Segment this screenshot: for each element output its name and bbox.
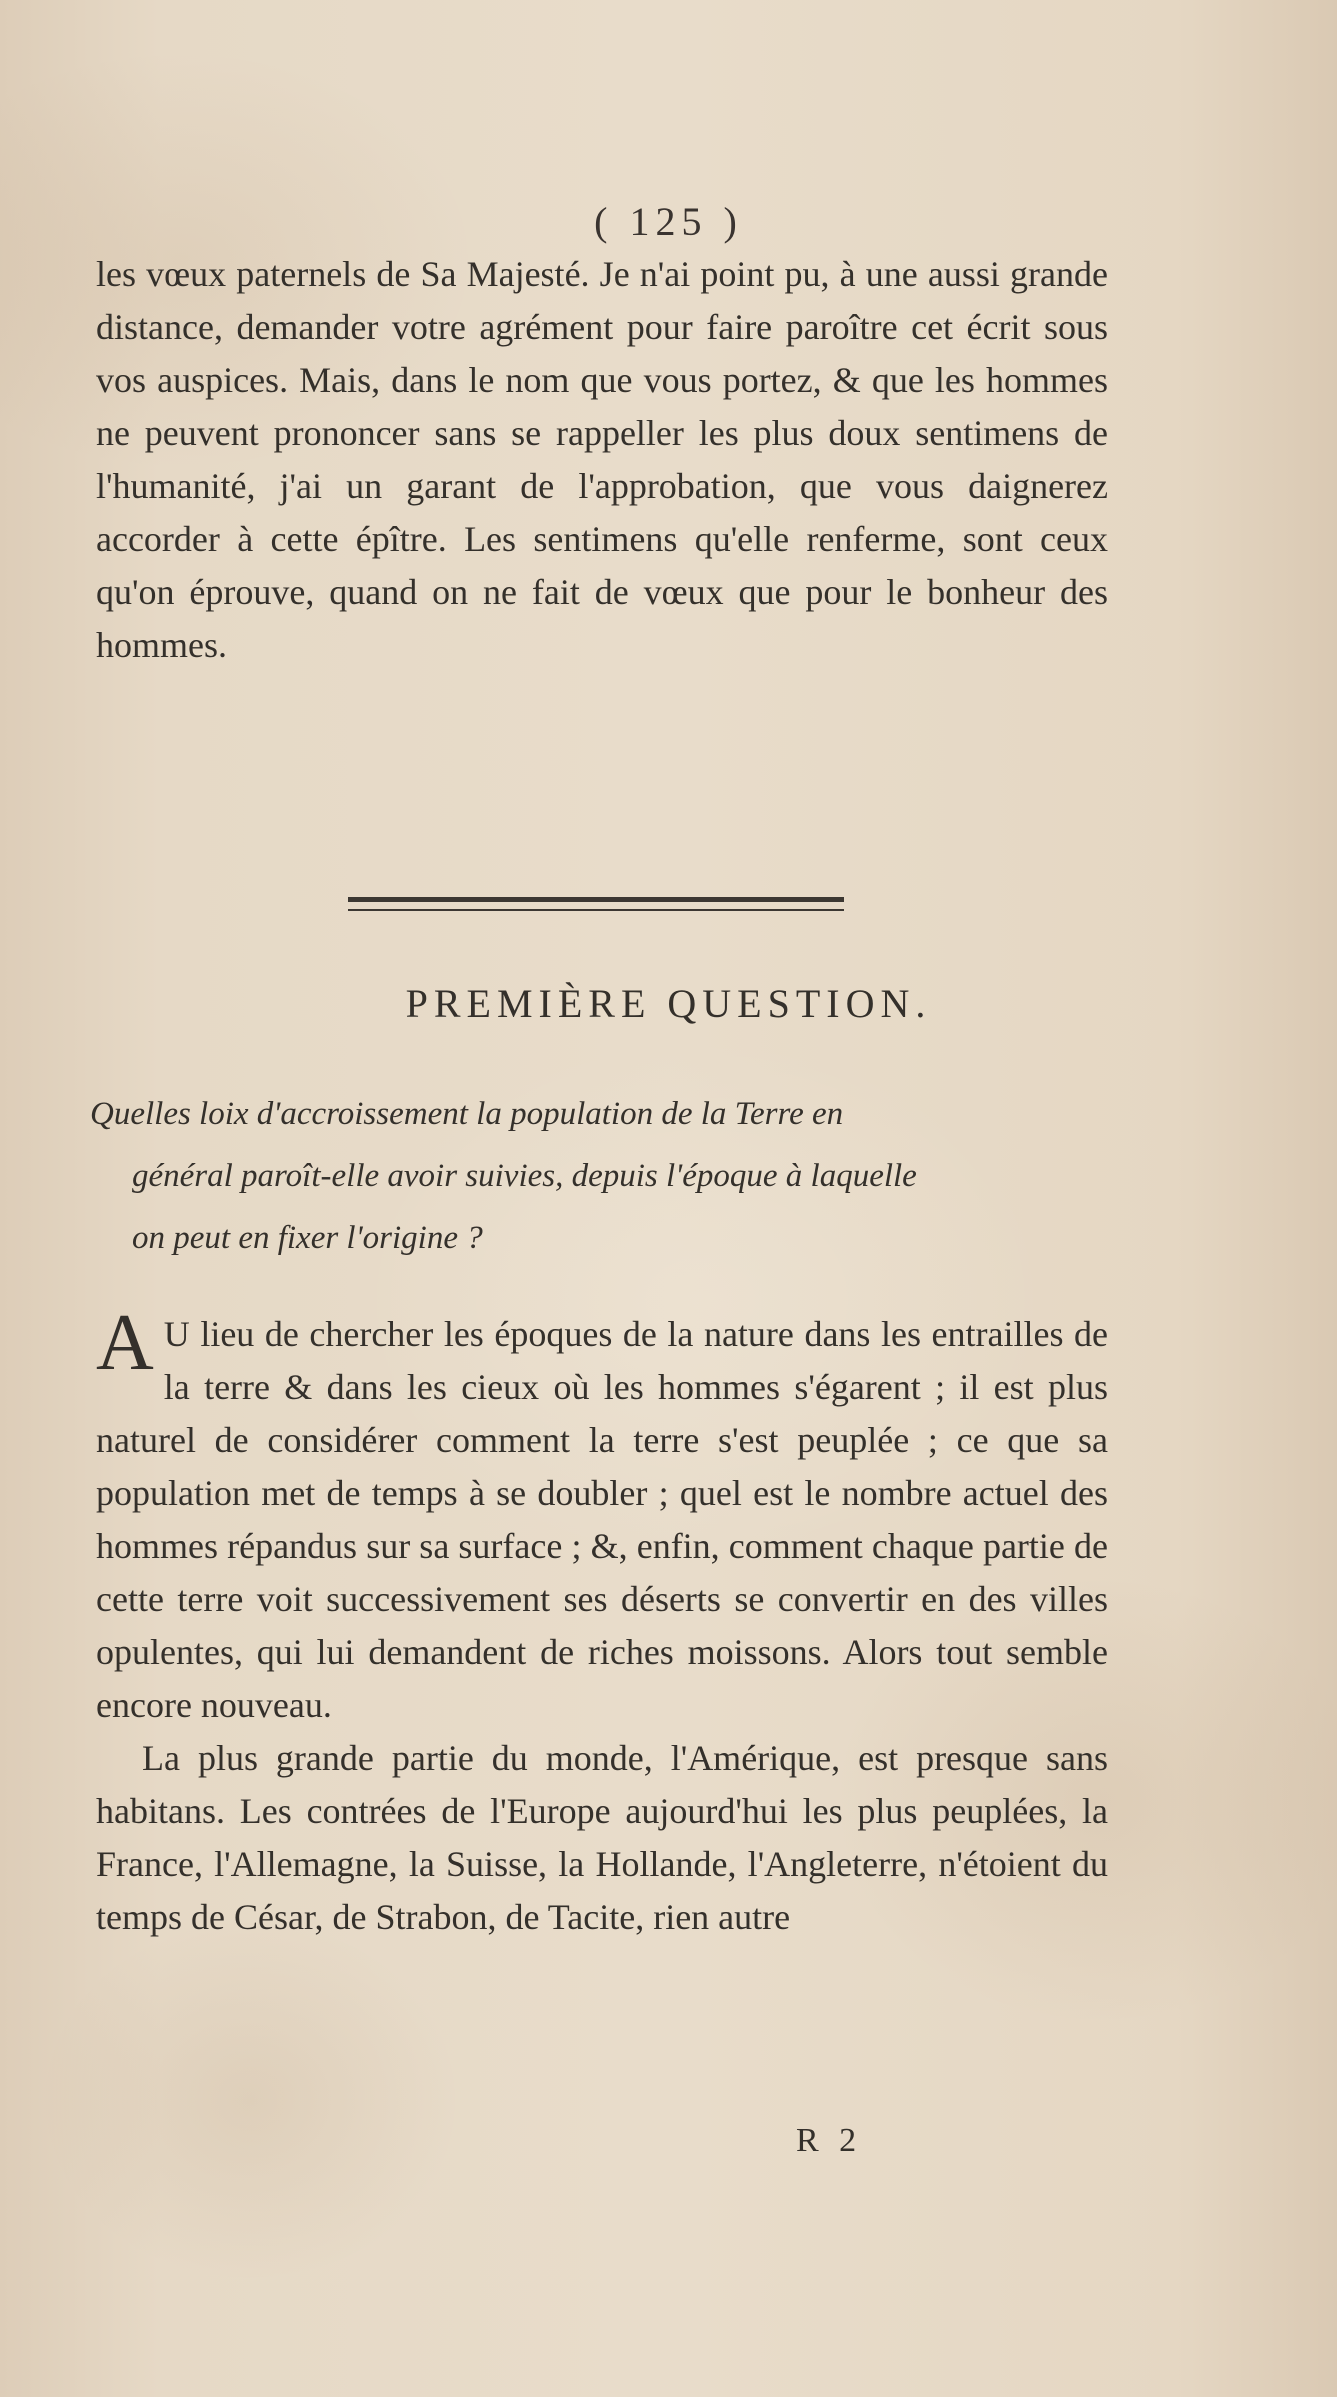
section-divider-thick <box>348 897 844 902</box>
question-block <box>90 1083 1110 1269</box>
main-paragraph-1 <box>96 1299 1108 1732</box>
main-paragraph-2: La plus grande partie du monde, l'Amérique, est presque sans habitans. Les contrées de l'Europe aujourd'hui les plus peuplées, la France, l'Allemagne, la Suisse, la Hollande, l'Angleterre, n'étoient du temps de César, de Strabon, de Tacite, rien autre <box>96 1738 1108 1937</box>
main-paragraph-1-text: U lieu de chercher les époques de la nature dans les entrailles de la terre & dans les cieux où les hommes s'égarent ; il est plus naturel de considérer comment la terre s'est peuplée ; ce que sa population met de temps à se doubler ; quel est le nombre actuel des hommes répandus sur sa surface ; &, enfin, comment chaque partie de cette terre voit successivement ses déserts se convertir en des villes opulentes, qui lui demandent de riches moissons. Alors tout semble encore nouveau. <box>96 1314 1108 1725</box>
section-heading: PREMIÈRE QUESTION. <box>405 981 932 1026</box>
printer-signature-mark: R 2 <box>796 2122 863 2159</box>
section-divider-thin <box>348 909 844 911</box>
drop-cap: A <box>96 1299 154 1387</box>
main-text-block <box>96 1299 1108 1944</box>
page-number: ( 125 ) <box>594 199 743 244</box>
question-line-2: général paroît-elle avoir suivies, depuis l'époque à laquelle <box>132 1158 917 1194</box>
question-line-3: on peut en fixer l'origine ? <box>132 1220 483 1256</box>
intro-paragraph: les vœux paternels de Sa Majesté. Je n'ai point pu, à une aussi grande distance, demander votre agrément pour faire paroître cet écrit sous vos auspices. Mais, dans le nom que vous portez, & que les hommes ne peuvent prononcer sans se rappeller les plus doux sentimens de l'humanité, j'ai un garant de l'approbation, que vous daignerez accorder à cette épître. Les sentimens qu'elle renferme, sont ceux qu'on éprouve, quand on ne fait de vœux que pour le bonheur des hommes. <box>96 254 1108 665</box>
intro-paragraph-block <box>96 248 1108 672</box>
question-line-1: Quelles loix d'accroissement la population de la Terre en <box>90 1096 844 1132</box>
